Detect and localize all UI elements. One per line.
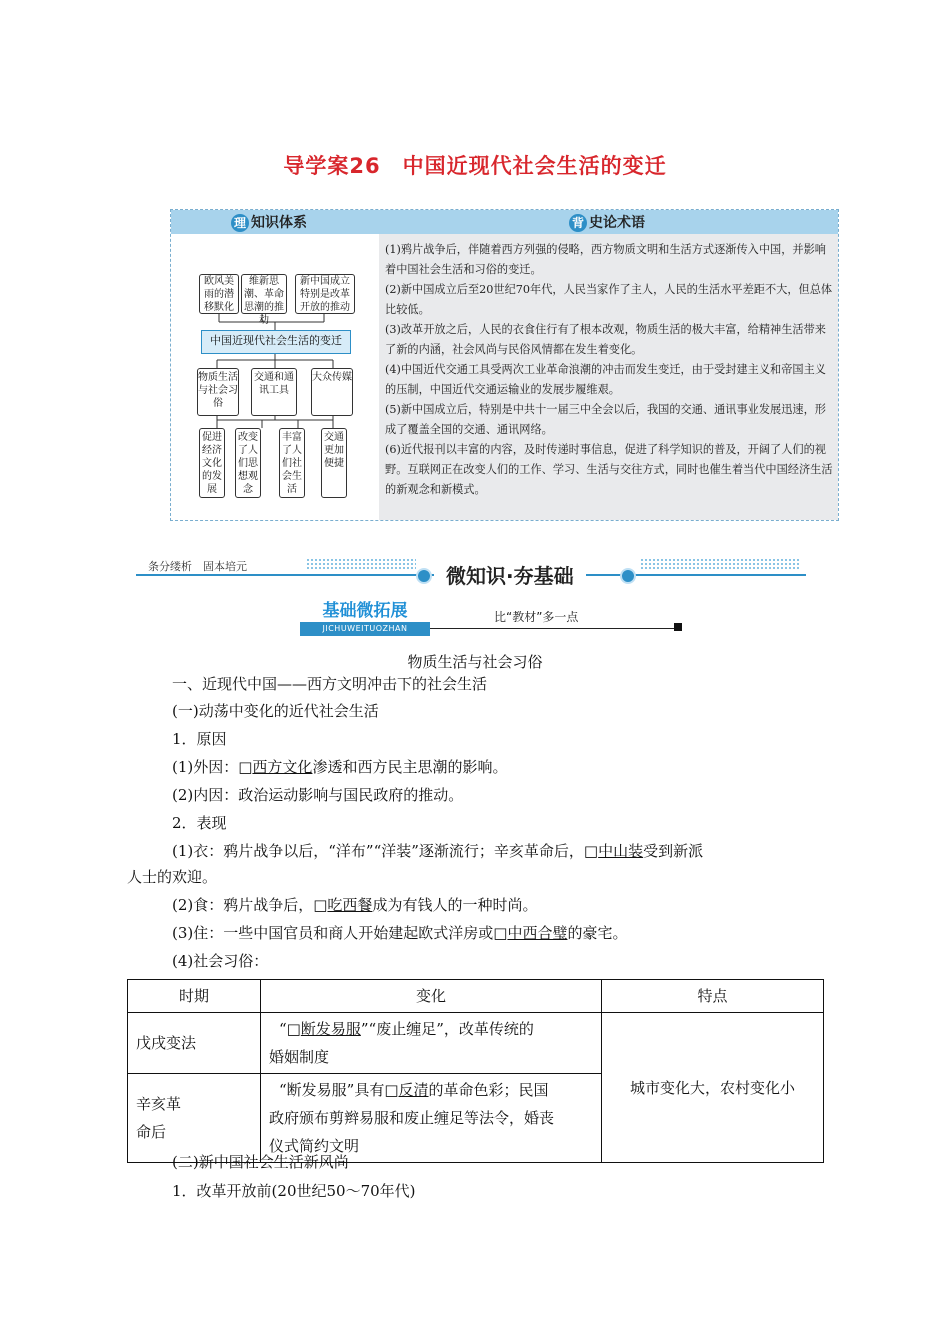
jichu-banner bbox=[300, 600, 680, 640]
terms-label: 史论术语 bbox=[589, 215, 645, 231]
section-title: 物质生活与社会习俗 bbox=[407, 653, 543, 671]
band-dot-right-icon bbox=[620, 568, 636, 584]
band-dot-left-icon bbox=[416, 568, 432, 584]
terms-tag bbox=[569, 212, 645, 232]
term-item: (1)鸦片战争后，伴随着西方列强的侵略，西方物质文明和生活方式逐渐传入中国，并影响着中国社会生活和习俗的变迁。 bbox=[385, 243, 826, 276]
band-dots-right bbox=[640, 558, 800, 570]
terms-list bbox=[385, 240, 833, 500]
para-manifestation: 2．表现 bbox=[172, 814, 227, 832]
node-material-life: 物质生活与社会习俗 bbox=[197, 368, 239, 416]
node-convenient: 交通更加便捷 bbox=[321, 428, 347, 498]
table-header: 变化 bbox=[261, 980, 602, 1013]
node-transport: 交通和通讯工具 bbox=[251, 368, 297, 416]
node-western-influence: 欧风美雨的潜移默化 bbox=[199, 274, 239, 314]
knowledge-system-label: 知识体系 bbox=[251, 215, 307, 231]
band-left-text: 条分缕析 固本培元 bbox=[148, 560, 247, 573]
terms-panel bbox=[379, 234, 838, 520]
term-item: (4)中国近代交通工具受两次工业革命浪潮的冲击而发生变迁，由于受封建主义和帝国主义的压制，中国近代交通运输业的发展步履维艰。 bbox=[385, 363, 826, 396]
para-external-cause: (1)外因：□西方文化渗透和西方民主思潮的影响。 bbox=[172, 758, 508, 776]
table-header: 特点 bbox=[602, 980, 824, 1013]
heading-2: (一)动荡中变化的近代社会生活 bbox=[172, 702, 379, 720]
para-clothing: (1)衣：鸦片战争以后，“洋布”“洋装”逐渐流行；辛亥革命后，□中山装受到新派 bbox=[172, 842, 704, 860]
para-pre-reform: 1．改革开放前(20世纪50～70年代) bbox=[172, 1182, 416, 1200]
table-cell-period: 戊戌变法 bbox=[128, 1013, 261, 1074]
knowledge-diagram bbox=[171, 234, 379, 520]
para-housing: (3)住：一些中国官员和商人开始建起欧式洋房或□中西合璧的豪宅。 bbox=[172, 924, 628, 942]
node-center: 中国近现代社会生活的变迁 bbox=[201, 330, 351, 354]
node-thought: 改变了人们思想观念 bbox=[235, 428, 261, 498]
jichu-subtitle: 比“教材”多一点 bbox=[494, 610, 579, 624]
table-cell-change: “断发易服”具有□反清的革命色彩；民国 政府颁布剪辫易服和废止缠足等法令，婚丧 仪式简约文明 bbox=[261, 1074, 602, 1163]
para-internal-cause: (2)内因：政治运动影响与国民政府的推动。 bbox=[172, 786, 464, 804]
li-icon: 理 bbox=[231, 214, 249, 232]
table-row bbox=[128, 1013, 824, 1074]
heading-3: (二)新中国社会生活新风尚 bbox=[172, 1153, 349, 1171]
jichu-pinyin: JICHUWEITUOZHAN bbox=[300, 622, 430, 636]
band-dots-left bbox=[306, 558, 416, 570]
para-food: (2)食：鸦片战争后，□吃西餐成为有钱人的一种时尚。 bbox=[172, 896, 538, 914]
node-new-china: 新中国成立特别是改革开放的推动 bbox=[295, 274, 355, 314]
para-clothing-cont: 人士的欢迎。 bbox=[127, 868, 218, 886]
table-cell-feature: 城市变化大，农村变化小 bbox=[602, 1013, 824, 1163]
table-header: 时期 bbox=[128, 980, 261, 1013]
term-item: (6)近代报刊以丰富的内容，及时传递时事信息，促进了科学知识的普及，开阔了人们的视野。互联网正在改变人们的工作、学习、生活与交往方式，同时也催生着当代中国经济生活的新观念和新模式。 bbox=[385, 443, 833, 496]
band-main-title: 微知识·夯基础 bbox=[434, 560, 586, 589]
knowledge-system-tag bbox=[231, 212, 307, 232]
jichu-badge: 基础微拓展 bbox=[300, 600, 430, 622]
term-item: (3)改革开放之后，人民的衣食住行有了根本改观，物质生活的极大丰富，给精神生活带来了新的内涵，社会风尚与民俗风情都在发生着变化。 bbox=[385, 323, 826, 356]
para-customs: (4)社会习俗： bbox=[172, 952, 269, 970]
knowledge-box-header bbox=[171, 210, 838, 234]
term-item: (5)新中国成立后，特别是中共十一届三中全会以后，我国的交通、通讯事业发展迅速，形成了覆盖全国的交通、通讯网络。 bbox=[385, 403, 826, 436]
knowledge-box bbox=[170, 209, 839, 521]
node-economy: 促进经济文化的发展 bbox=[199, 428, 225, 498]
table-cell-change: “□断发易服”“废止缠足”，改革传统的 婚姻制度 bbox=[261, 1013, 602, 1074]
table-cell-period: 辛亥革 命后 bbox=[128, 1074, 261, 1163]
section-band bbox=[136, 552, 806, 596]
node-media: 大众传媒 bbox=[311, 368, 353, 416]
square-icon bbox=[674, 623, 682, 631]
bei-icon: 背 bbox=[569, 214, 587, 232]
para-cause: 1．原因 bbox=[172, 730, 227, 748]
jichu-underline bbox=[430, 628, 674, 629]
node-social-life: 丰富了人们社会生活 bbox=[279, 428, 305, 498]
heading-1: 一、近现代中国——西方文明冲击下的社会生活 bbox=[172, 675, 488, 693]
table-header-row bbox=[128, 980, 824, 1013]
page-title: 导学案26 中国近现代社会生活的变迁 bbox=[283, 154, 667, 178]
term-item: (2)新中国成立后至20世纪70年代，人民当家作了主人，人民的生活水平差距不大，但总体比较低。 bbox=[385, 283, 833, 316]
customs-table bbox=[127, 979, 824, 1163]
node-reform-thought: 维新思潮、革命思潮的推动 bbox=[241, 274, 287, 314]
